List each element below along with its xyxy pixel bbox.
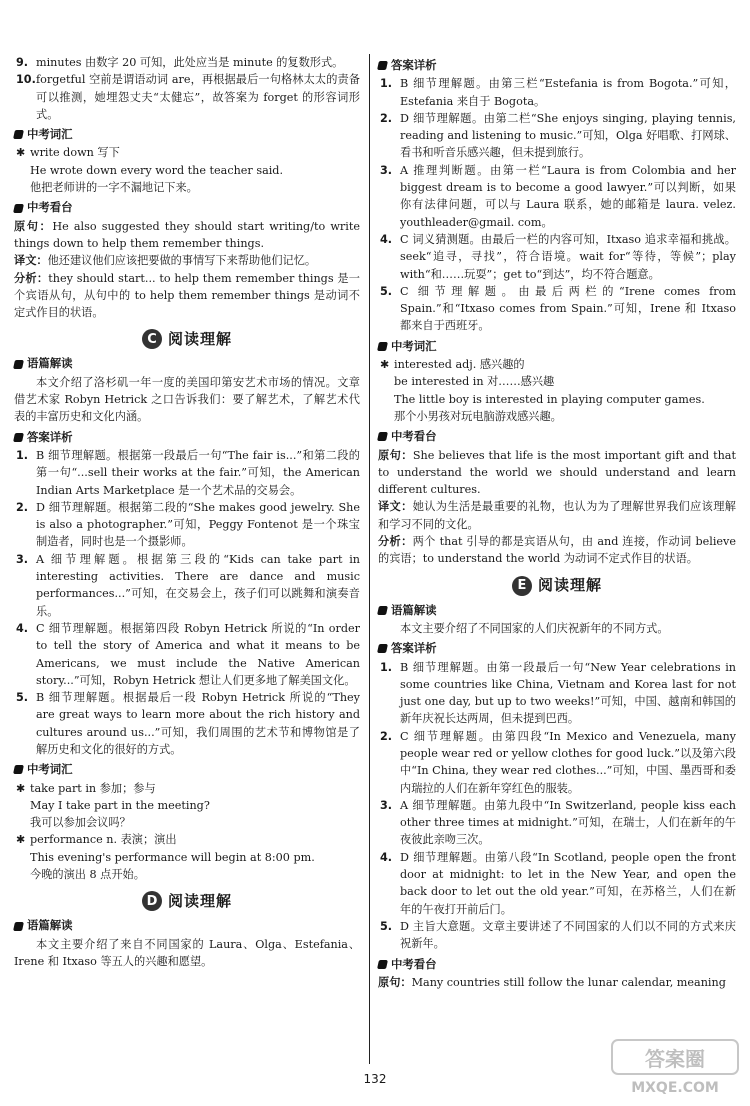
square-bullet-icon bbox=[377, 61, 388, 70]
answer-list bbox=[378, 75, 736, 334]
section-heading: 中考词汇 bbox=[14, 761, 360, 778]
translation: 译文：他还建议他们应该把要做的事情写下来帮助他们记忆。 bbox=[14, 254, 317, 268]
square-bullet-icon bbox=[13, 433, 24, 442]
item-text: minutes 由数字 20 可知，此处应当是 minute 的复数形式。 bbox=[36, 56, 344, 69]
square-bullet-icon bbox=[13, 204, 24, 213]
translation: 译文：她认为生活是最重要的礼物，也认为为了理解世界我们应该理解和学习不同的文化。 bbox=[378, 500, 736, 531]
vocab-entry: ✱ interested adj. 感兴趣的 be interested in 对……感兴趣 The little boy is interested in playing computer games. 那个小男孩对玩电脑游戏感兴趣。 bbox=[380, 358, 705, 423]
answer-item: 2. D 细节理解题。由第二栏“She enjoys singing, playing tennis, reading and listening to music.”可知，Olga 好唱歌、打网球、看书和听音乐感兴趣，但未提到旅行。 bbox=[380, 111, 736, 160]
section-heading: 中考看台 bbox=[378, 956, 736, 973]
watermark-logo-icon bbox=[610, 1036, 740, 1098]
section-heading: 中考看台 bbox=[14, 199, 360, 216]
square-bullet-icon bbox=[13, 360, 24, 369]
answer-item: 1. B 细节理解题。根据第一段最后一句“The fair is...”和第二段的第一句“...sell their works at the fair.”可知，the American Indian Arts Marketplace 是一个艺术品的交易会。 bbox=[16, 448, 360, 497]
passage-summary: 本文主要介绍了来自不同国家的 Laura、Olga、Estefania、Irene 和 Itxaso 等五人的兴趣和愿望。 bbox=[14, 937, 360, 968]
square-bullet-icon bbox=[13, 130, 24, 139]
item-text: forgetful 空前是谓语动词 are，再根据最后一句格林太太的责备可以推测，她埋怨丈夫“太健忘”，故答案为 forget 的形容词形式。 bbox=[36, 73, 360, 121]
square-bullet-icon bbox=[377, 960, 388, 969]
answer-item bbox=[14, 54, 360, 71]
left-column bbox=[14, 54, 360, 970]
vocab-entry: ✱ write down 写下 He wrote down every word the teacher said. 他把老师讲的一字不漏地记下来。 bbox=[16, 146, 284, 195]
section-heading: 语篇解读 bbox=[14, 355, 360, 372]
item-number: 9. bbox=[16, 56, 29, 69]
section-heading: 中考词汇 bbox=[378, 338, 736, 355]
analysis: 分析：they should start... to help them remember things 是一个宾语从句，从句中的 to help them remember things 是动词不定式作目的状语。 bbox=[14, 271, 360, 320]
vocab-entry: ✱ performance n. 表演；演出 This evening's performance will begin at 8:00 pm. 今晚的演出 8 点开始。 bbox=[16, 833, 315, 882]
original-sentence: 原句：He also suggested they should start writing/to write things down to help them remember things. bbox=[14, 219, 360, 250]
answer-item: 1. B 细节理解题。由第一段最后一句“New Year celebrations in some countries like China, Vietnam and Korea last for not just one day, but up to two weeks!”可知，中国、越南和韩国的新年庆祝长达两周，但未提到巴西。 bbox=[380, 660, 736, 726]
svg-text:MXQE.COM: MXQE.COM bbox=[631, 1080, 719, 1096]
answer-item: 2. C 细节理解题。由第四段“In Mexico and Venezuela, many people wear red or yellow clothes for good luck.”以及第六段中“In China, they wear red clothes...”可知，中国、墨西哥和委内瑞拉的人们在新年穿红色的服装。 bbox=[380, 729, 736, 795]
answer-item: 5. D 主旨大意题。文章主要讲述了不同国家的人们以不同的方式来庆祝新年。 bbox=[380, 919, 736, 951]
part-header-e bbox=[378, 576, 736, 596]
asterisk-icon: ✱ bbox=[16, 833, 26, 847]
section-heading: 中考词汇 bbox=[14, 126, 360, 143]
answer-item: 3. A 细节理解题。根据第三段的“Kids can take part in interesting activities. There are dance and music performances...”可知，在交易会上，孩子们可以跳舞和演奏音乐。 bbox=[16, 552, 360, 618]
answer-item: 1. B 细节理解题。由第三栏“Estefania is from Bogota.”可知，Estefania 来自于 Bogota。 bbox=[380, 77, 736, 108]
answer-item: 2. D 细节理解题。根据第二段的“She makes good jewelry. She is also a photographer.”可知，Peggy Fontenot 是一个珠宝制造者，同时也是一个摄影师。 bbox=[16, 500, 360, 549]
answer-list bbox=[14, 447, 360, 758]
square-bullet-icon bbox=[13, 922, 24, 931]
part-title: 阅读理解 bbox=[167, 891, 232, 910]
item-number: 10. bbox=[16, 73, 36, 87]
answer-item: 4. C 词义猜测题。由最后一栏的内容可知，Itxaso 追求幸福和挑战。seek“追寻，寻找”，符合语境。wait for“等待，等候”；play with“和……玩耍”；get to“到达”，均不符合题意。 bbox=[380, 232, 736, 281]
part-badge-icon: E bbox=[512, 576, 532, 596]
part-header-d bbox=[14, 891, 360, 911]
answer-item bbox=[14, 71, 360, 123]
part-badge-icon: D bbox=[142, 891, 162, 911]
section-heading: 答案详析 bbox=[378, 57, 736, 74]
asterisk-icon: ✱ bbox=[380, 358, 390, 372]
passage-summary: 本文主要介绍了不同国家的人们庆祝新年的不同方式。 bbox=[400, 621, 669, 635]
answer-item: 5. C 细节理解题。由最后两栏的“Irene comes from Spain.”和“Itxaso comes from Spain.”可知，Irene 和 Itxaso 都来自于西班牙。 bbox=[380, 284, 736, 333]
original-sentence: 原句：Many countries still follow the lunar calendar, meaning bbox=[378, 975, 726, 989]
original-sentence: 原句：She believes that life is the most important gift and that to understand the world we should understand and learn different cultures. bbox=[378, 448, 736, 497]
section-heading: 中考看台 bbox=[378, 428, 736, 445]
part-header-c bbox=[14, 329, 360, 349]
part-badge-icon: C bbox=[142, 329, 162, 349]
asterisk-icon: ✱ bbox=[16, 781, 26, 795]
answer-item: 5. B 细节理解题。根据最后一段 Robyn Hetrick 所说的“They are great ways to learn more about the rich history and cultures around us...”可知，我们周围的艺术节和博物馆是了解历史和文化的很好的方式。 bbox=[16, 691, 360, 756]
square-bullet-icon bbox=[13, 765, 24, 774]
column-divider bbox=[369, 54, 370, 1064]
section-heading: 语篇解读 bbox=[14, 917, 360, 934]
square-bullet-icon bbox=[377, 432, 388, 441]
section-heading: 答案详析 bbox=[378, 640, 736, 657]
vocab-entry: ✱ take part in 参加；参与 May I take part in the meeting? 我可以参加会议吗？ bbox=[16, 781, 210, 830]
asterisk-icon: ✱ bbox=[16, 146, 26, 160]
square-bullet-icon bbox=[377, 606, 388, 615]
analysis: 分析：两个 that 引导的都是宾语从句，由 and 连接，作动词 believe 的宾语；to understand the world 为动词不定式作目的状语。 bbox=[378, 535, 736, 566]
section-heading: 答案详析 bbox=[14, 429, 360, 446]
answer-item: 3. A 细节理解题。由第九段中“In Switzerland, people kiss each other three times at midnight.”可知，在瑞士，人们在新年的午夜彼此亲吻三次。 bbox=[380, 798, 736, 847]
square-bullet-icon bbox=[377, 342, 388, 351]
square-bullet-icon bbox=[377, 644, 388, 653]
answer-item: 3. A 推理判断题。由第一栏“Laura is from Colombia and her biggest dream is to become a good lawyer.”可以判断，如果你有法律问题，可以与 Laura 联系，她的邮箱是 laura. velez. youthleader@gmail. com。 bbox=[380, 163, 736, 229]
answer-item: 4. D 细节理解题。由第八段“In Scotland, people open the front door at midnight: to let in the New Year, and open the back door to let out the old year.”可知，在苏格兰，人们在新年的午夜打开前后门。 bbox=[380, 850, 736, 916]
right-column bbox=[378, 54, 736, 991]
part-title: 阅读理解 bbox=[537, 575, 602, 594]
svg-text:答案圈: 答案圈 bbox=[645, 1047, 705, 1071]
part-title: 阅读理解 bbox=[167, 329, 232, 348]
page-number: 132 bbox=[363, 1072, 387, 1086]
answer-list bbox=[378, 659, 736, 953]
passage-summary: 本文介绍了洛杉矶一年一度的美国印第安艺术市场的情况。文章借艺术家 Robyn Hetrick 之口告诉我们：要了解艺术，了解艺术代表的丰富历史和文化内涵。 bbox=[14, 375, 360, 424]
answer-item: 4. C 细节理解题。根据第四段 Robyn Hetrick 所说的“In order to tell the story of America and what it means to be Americans, we must include the Native American story...”可知，Robyn Hetrick 想让人们更多地了解美国文化。 bbox=[16, 621, 360, 687]
section-heading: 语篇解读 bbox=[378, 602, 736, 619]
